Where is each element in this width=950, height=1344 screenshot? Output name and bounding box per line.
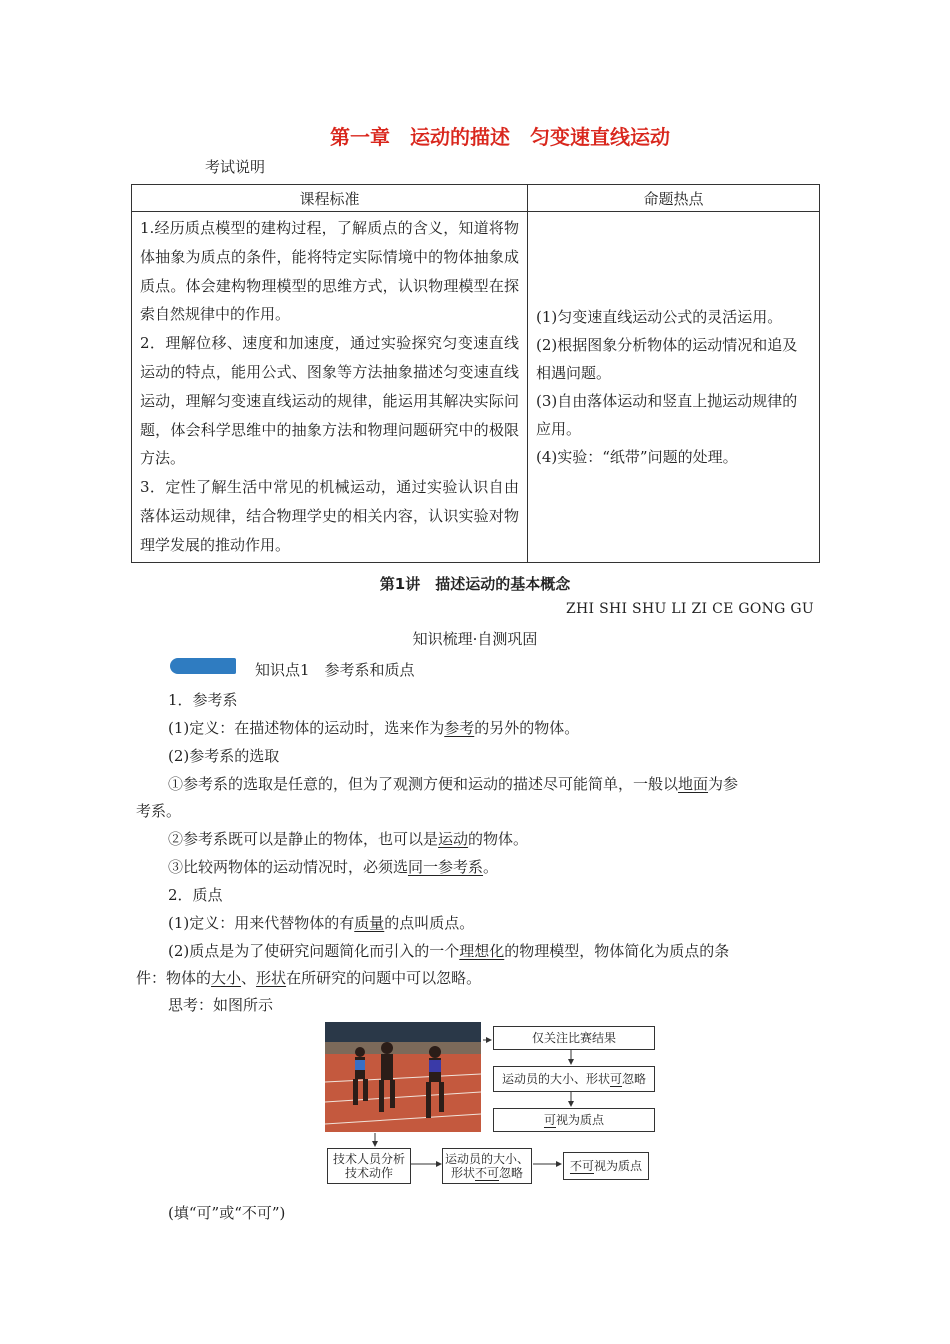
selection-rule-1-cont: 考系。	[136, 802, 182, 820]
reference-frame-selection-title: (2)参考系的选取	[168, 747, 280, 765]
particle-model-text-cont: 件：物体的大小、形状在所研究的问题中可以忽略。	[136, 969, 482, 987]
curriculum-table	[131, 184, 820, 563]
standard-item: 1.经历质点模型的建构过程，了解质点的含义，知道将物体抽象为质点的条件，能将特定实际情境中的物体抽象成质点。体会建构物理模型的思维方式，认识物理模型在探索自然规律中的作用。	[140, 219, 519, 324]
lecture-title: 第1讲 描述运动的基本概念	[379, 575, 571, 593]
blank-answer: 地面	[678, 775, 709, 793]
exam-note-label: 考试说明	[205, 158, 266, 176]
standard-item: 3．定性了解生活中常见的机械运动，通过实验认识自由落体运动规律，结合物理学史的相关内容，认识实验对物理学发展的推动作用。	[140, 478, 519, 554]
particle-definition: (1)定义：用来代替物体的有质量的点叫质点。	[168, 914, 475, 932]
blank-answer: 运动	[438, 830, 469, 848]
hotspot-item: (3)自由落体运动和竖直上抛运动规律的应用。	[536, 391, 798, 438]
selection-rule-2: ②参考系既可以是静止的物体，也可以是运动的物体。	[168, 830, 529, 848]
pinyin-caption: ZHI SHI SHU LI ZI CE GONG GU	[565, 601, 814, 617]
hotspot-item: (2)根据图象分析物体的运动情况和追及相遇问题。	[536, 335, 798, 382]
think-prompt: 思考：如图所示	[168, 996, 274, 1014]
selection-rule-1: ①参考系的选取是任意的，但为了观测方便和运动的描述尽可能简单，一般以地面为参	[168, 775, 739, 793]
heading-particle: 2．质点	[168, 886, 223, 904]
knowledge-point-marker	[170, 658, 236, 674]
blank-answer: 同一参考系	[408, 858, 484, 876]
fill-instruction: (填“可”或“不可”)	[168, 1204, 286, 1222]
particle-model-text: (2)质点是为了使研究问题简化而引入的一个理想化的物理模型，物体简化为质点的条	[168, 942, 730, 960]
hotspots-cell	[528, 212, 820, 563]
hotspot-item: (4)实验：“纸带”问题的处理。	[536, 447, 738, 466]
selection-rule-3: ③比较两物体的运动情况时，必须选同一参考系。	[168, 858, 499, 876]
col-header-standards: 课程标准	[132, 185, 528, 212]
flow-box-technical-analysis: 技术人员分析技术动作	[327, 1148, 411, 1184]
flow-box-size-negligible: 运动员的大小、形状可忽略	[493, 1066, 655, 1092]
hotspot-item: (1)匀变速直线运动公式的灵活运用。	[536, 307, 783, 326]
section-subtitle: 知识梳理·自测巩固	[412, 630, 538, 648]
flow-box-can-be-particle: 可视为质点	[493, 1108, 655, 1132]
flow-box-focus-result: 仅关注比赛结果	[493, 1026, 655, 1050]
standard-item: 2．理解位移、速度和加速度，通过实验探究匀变速直线运动的特点，能用公式、图象等方法抽象描述匀变速直线运动，理解匀变速直线运动的规律，能运用其解决实际问题，体会科学思维中的抽象方法和物理问题研究中的极限方法。	[140, 334, 519, 468]
heading-reference-frame: 1．参考系	[168, 691, 238, 709]
col-header-hotspots: 命题热点	[528, 185, 820, 212]
flow-box-cannot-be-particle: 不可视为质点	[563, 1152, 649, 1180]
reference-frame-definition: (1)定义：在描述物体的运动时，选来作为参考的另外的物体。	[168, 719, 580, 737]
standards-cell	[132, 212, 528, 563]
blank-answer: 质量	[354, 914, 385, 932]
blank-answer: 理想化	[459, 942, 505, 960]
blank-answer: 大小	[211, 969, 242, 987]
flow-box-size-not-negligible: 运动员的大小、形状不可忽略	[442, 1148, 532, 1184]
blank-answer: 形状	[256, 969, 287, 987]
chapter-title: 第一章 运动的描述 匀变速直线运动	[330, 125, 670, 149]
knowledge-point-title: 知识点1 参考系和质点	[255, 661, 415, 679]
blank-answer: 参考	[444, 719, 475, 737]
